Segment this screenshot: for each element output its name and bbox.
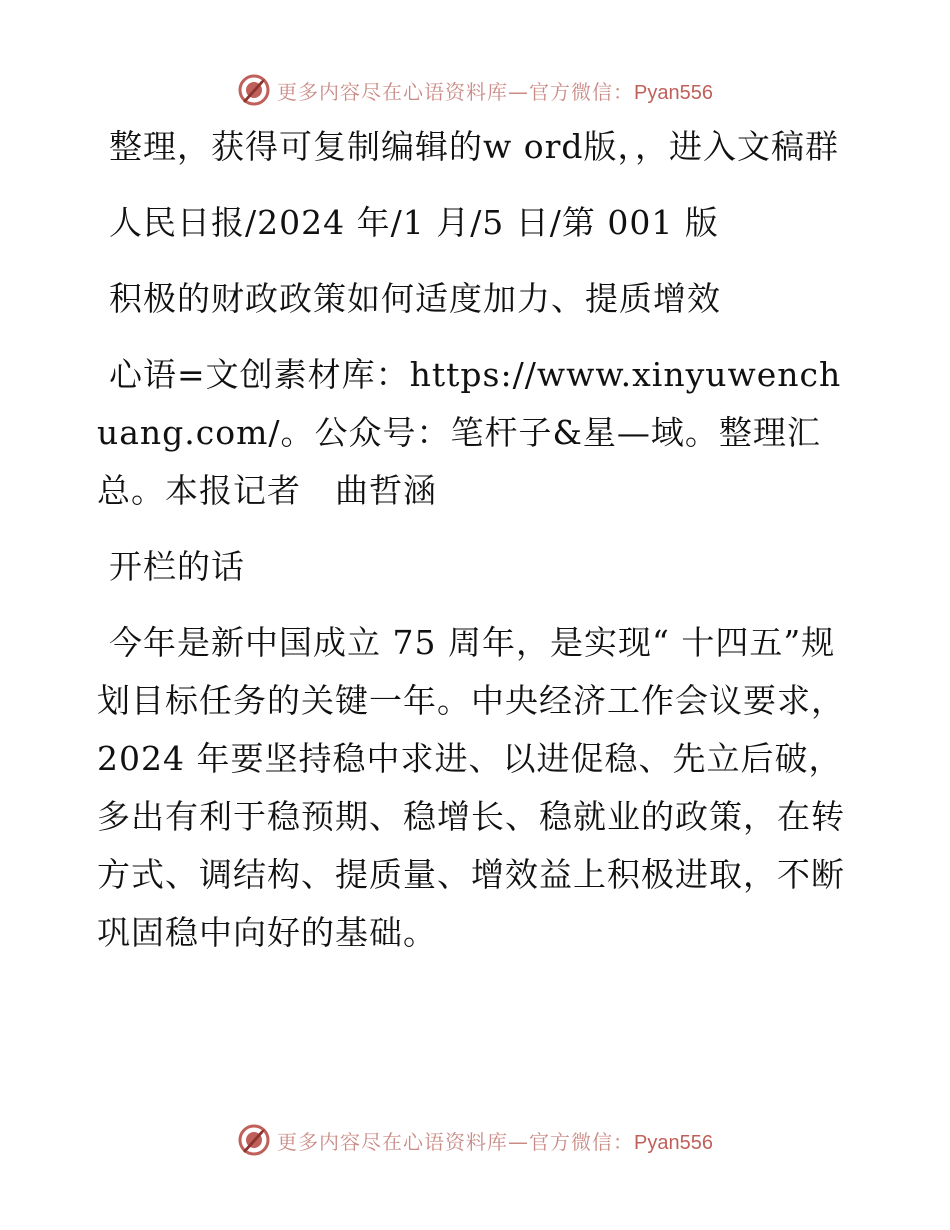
article-title: 积极的财政政策如何适度加力、提质增效	[109, 279, 721, 318]
watermark-footer	[0, 1120, 950, 1160]
wechat-id: Pyan556	[634, 81, 713, 104]
watermark-text: 更多内容尽在心语资料库—官方微信：Pyan556	[277, 1129, 713, 1154]
quill-seal-logo-icon	[237, 1123, 271, 1157]
section-heading: 开栏的话	[109, 547, 245, 586]
source-credit: 心语=文创素材库：https://www.xinyuwenchuang.com/。公众号：笔杆子&星—域。整理汇总。本报记者 曲哲涵	[97, 355, 842, 510]
watermark-text: 更多内容尽在心语资料库—官方微信：Pyan556	[277, 79, 713, 104]
wechat-id: Pyan556	[634, 1131, 713, 1154]
body-paragraph: 今年是新中国成立 75 周年，是实现“ 十四五”规划目标任务的关键一年。中央经济工作会议要求，2024 年要坚持稳中求进、以进促稳、先立后破，多出有利于稳预期、稳增长、稳就业的政策，在转方式、调结构、提质量、增效益上积极进取，不断巩固稳中向好的基础。	[97, 623, 845, 952]
intro-note: 整理，获得可复制编辑的w ord版，，进入文稿群	[109, 127, 840, 166]
source-line: 人民日报/2024 年/1 月/5 日/第 001 版	[109, 203, 719, 242]
document-body	[97, 118, 857, 980]
watermark-header	[0, 70, 950, 110]
quill-seal-logo-icon	[237, 73, 271, 107]
